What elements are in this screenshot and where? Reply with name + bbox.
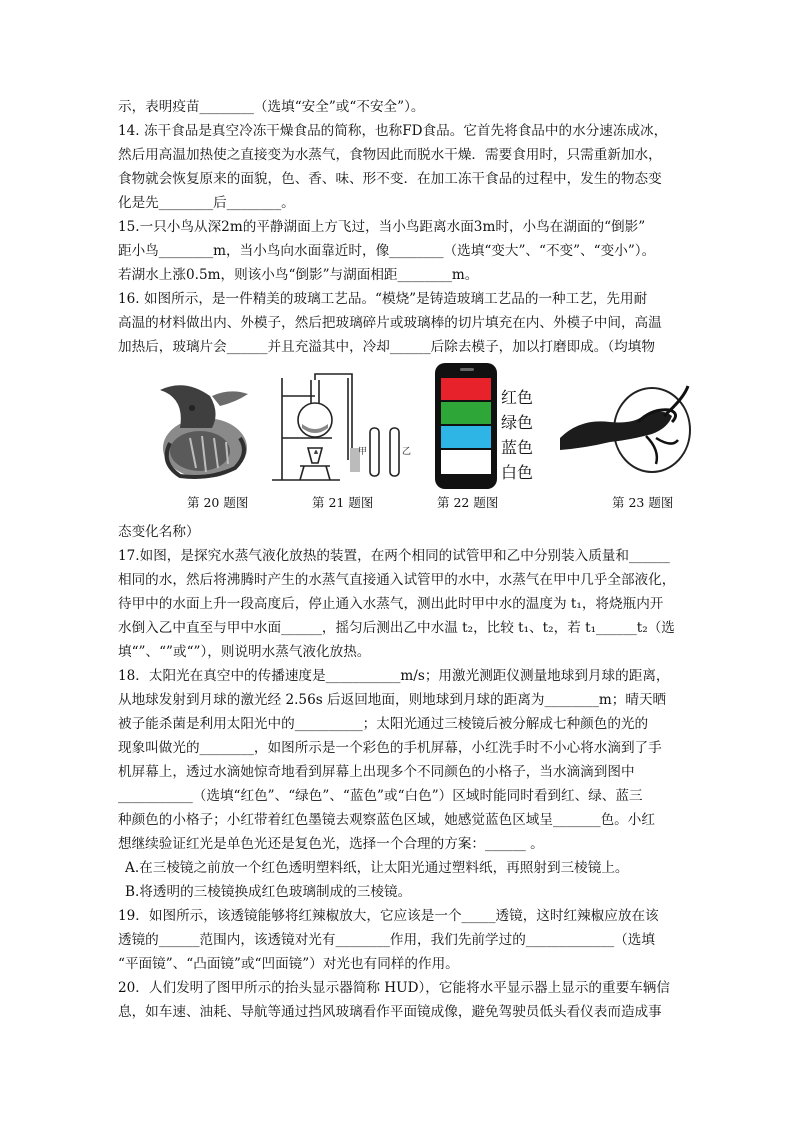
phone-label-green: 绿色 bbox=[501, 413, 534, 432]
text-line-22: 机屏幕上，透过水滴她惊奇地看到屏幕上出现多个不同颜色的小格子，当水滴滴到图中 bbox=[118, 764, 635, 780]
caption-fig-22: 第 22 题图 bbox=[437, 495, 499, 510]
option-b: B.将透明的三棱镜换成红色玻璃制成的三棱镜。 bbox=[125, 884, 412, 900]
text-line-8: 若湖水上涨0.5m，则该小鸟“倒影”与湖面相距________m。 bbox=[118, 267, 479, 283]
caption-fig-20: 第 20 题图 bbox=[187, 495, 249, 510]
phone-white-area bbox=[441, 450, 491, 474]
text-line-13: 17.如图，是探究水蒸气液化放热的装置，在两个相同的试管甲和乙中分别装入质量和______ bbox=[118, 548, 670, 564]
phone-green-area bbox=[441, 402, 491, 424]
text-line-6: 15.一只小鸟从深2m的平静湖面上方飞过，当小鸟距离水面3m时，小鸟在湖面的“倒影” bbox=[118, 219, 646, 235]
text-line-20: 被子能杀菌是利用太阳光中的__________；太阳光通过三棱镜后被分解成七种颜色的光的 bbox=[118, 716, 649, 732]
text-line-7: 距小鸟________m，当小鸟向水面靠近时，像________（选填“变大”、“不变”、“变小”）。 bbox=[118, 243, 656, 259]
phone-figure bbox=[434, 362, 498, 490]
phone-label-blue: 蓝色 bbox=[501, 438, 534, 457]
caption-fig-23: 第 23 题图 bbox=[612, 495, 674, 510]
tube-label-yi: 乙 bbox=[402, 447, 412, 457]
steam-apparatus-figure bbox=[270, 368, 420, 488]
text-line-28: 19．如图所示，该透镜能够将红辣椒放大，它应该是一个_____透镜，这时红辣椒应放在该 bbox=[118, 908, 659, 924]
text-line-24: 种颜色的小格子；小红带着红色墨镜去观察蓝色区域，她感觉蓝色区域呈_______色。小红 bbox=[118, 812, 655, 828]
text-line-25: 想继续验证红光是单色光还是复色光，选择一个合理的方案：______ 。 bbox=[118, 836, 544, 852]
option-a: A.在三棱镜之前放一个红色透明塑料纸，让太阳光通过塑料纸，再照射到三棱镜上。 bbox=[125, 860, 629, 876]
text-line-9: 16. 如图所示，是一件精美的玻璃工艺品。“模烧”是铸造玻璃工艺品的一种工艺，先用耐 bbox=[118, 291, 648, 307]
text-line-1: 示，表明疫苗________（选填“安全”或“不安全”）。 bbox=[118, 99, 425, 115]
text-line-10: 高温的材料做出内、外模子，然后把玻璃碎片或玻璃棒的切片填充在内、外模子中间，高温 bbox=[118, 315, 662, 331]
text-line-31: 20．人们发明了图甲所示的抬头显示器简称 HUD），它能将水平显示器上显示的重要车辆信 bbox=[118, 980, 670, 996]
text-line-19: 从地球发射到月球的激光经 2.56s 后返回地面，则地球到月球的距离为________m；晴天晒 bbox=[118, 692, 667, 708]
text-line-18: 18．太阳光在真空中的传播速度是___________m/s；用激光测距仪测量地球到月球的距离， bbox=[118, 668, 670, 684]
text-line-30: “平面镜”、“凸面镜”或“凹面镜”）对光也有同样的作用。 bbox=[118, 956, 459, 972]
phone-label-red: 红色 bbox=[501, 388, 534, 407]
glass-bird-figure bbox=[140, 368, 270, 483]
phone-label-white: 白色 bbox=[501, 463, 534, 482]
caption-fig-21: 第 21 题图 bbox=[312, 495, 374, 510]
text-line-4: 食物就会恢复原来的面貌，色、香、味、形不变．在加工冻干食品的过程中，发生的物态变 bbox=[118, 171, 662, 187]
text-line-15: 待甲中的水面上升一段高度后，停止通入水蒸气，测出此时甲中水的温度为 t₁，将烧瓶内开 bbox=[118, 596, 664, 612]
text-line-32: 息，如车速、油耗、导航等通过挡风玻璃看作平面镜成像，避免驾驶员低头看仪表而造成事 bbox=[118, 1004, 662, 1020]
text-line-2: 14. 冻干食品是真空冷冻干燥食品的简称，也称FD食品。它首先将食品中的水分速冻成冰， bbox=[118, 123, 668, 139]
text-line-12: 态变化名称） bbox=[118, 524, 200, 540]
text-line-11: 加热后，玻璃片会______并且充溢其中，冷却______后除去模子，加以打磨即成。（均填物 bbox=[118, 339, 655, 355]
text-line-14: 相同的水，然后将沸腾时产生的水蒸气直接通入试管甲的水中，水蒸气在甲中几乎全部液化， bbox=[118, 572, 676, 588]
text-line-29: 透镜的______范围内，该透镜对光有________作用，我们先前学过的_____________（选填 bbox=[118, 932, 655, 948]
text-line-21: 现象叫做光的________，如图所示是一个彩色的手机屏幕，小红洗手时不小心将水滴到了手 bbox=[118, 740, 662, 756]
text-line-5: 化是先________后________。 bbox=[118, 195, 295, 211]
phone-blue-area bbox=[441, 426, 491, 448]
text-line-16: 水倒入乙中直至与甲中水面______，摇匀后测出乙中水温 t₂，比较 t₁、t₂，若 t₁______t₂（选 bbox=[118, 620, 675, 636]
phone-red-area bbox=[441, 378, 491, 400]
text-line-23: ___________（选填“红色”、“绿色”、“蓝色”或“白色”）区域时能同时看到红、绿、蓝三 bbox=[118, 788, 643, 804]
text-line-3: 然后用高温加热使之直接变为水蒸气，食物因此而脱水干燥．需要食用时，只需重新加水， bbox=[118, 147, 662, 163]
lens-pepper-figure bbox=[560, 378, 700, 480]
tube-label-jia: 甲 bbox=[358, 447, 368, 457]
text-line-17: 填“”、“”或“”），则说明水蒸气液化放热。 bbox=[118, 644, 371, 660]
